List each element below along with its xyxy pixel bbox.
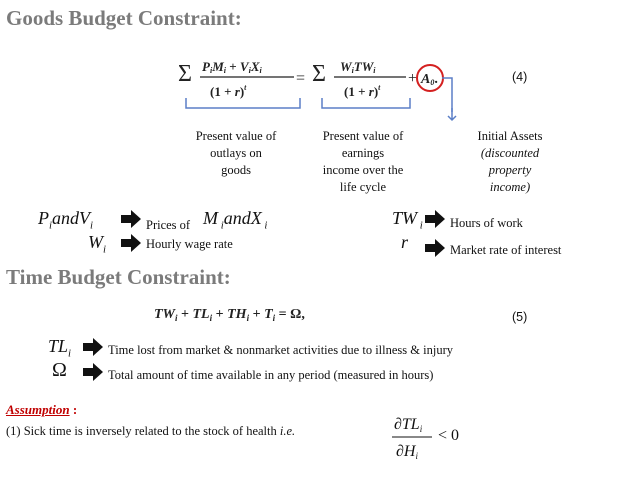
hours-of-work-text: Hours of work bbox=[450, 216, 523, 230]
initial-assets-line-2: (discounted bbox=[480, 146, 540, 160]
arrow-right-icon bbox=[424, 210, 446, 228]
arrow-right-icon bbox=[82, 338, 104, 356]
svg-text:∂TLi: ∂TLi bbox=[394, 416, 423, 434]
initial-assets-line-3: property bbox=[488, 163, 532, 177]
goods-budget-equation bbox=[176, 50, 466, 115]
assumption-ie: i.e. bbox=[279, 424, 296, 438]
pv-outlays-line-3: goods bbox=[221, 163, 251, 177]
svg-text:TWi + TLi + THi + Ti = Ω,: $TW_i + TL_i + TH_i + T_i = \Omega$, bbox=[154, 307, 305, 323]
r-symbol: r bbox=[401, 232, 409, 252]
pv-outlays-line-2: outlays on bbox=[210, 146, 262, 160]
less-than-zero: < 0 bbox=[438, 427, 460, 444]
initial-assets-label bbox=[460, 128, 560, 196]
svg-text:(1 + r)t: $(1 + r)^t$ bbox=[210, 83, 247, 99]
pv-earnings-label bbox=[307, 128, 419, 196]
svg-text:A0.: A0. bbox=[421, 72, 438, 87]
initial-assets-line-4: income) bbox=[489, 180, 531, 194]
svg-text:WiTWi: WiTWi bbox=[340, 59, 376, 75]
pv-outlays-line-1: Present value of bbox=[195, 129, 277, 143]
pv-earnings-line-4: life cycle bbox=[339, 180, 387, 194]
svg-text:+: + bbox=[408, 70, 418, 87]
svg-text:Σ: Σ bbox=[178, 61, 192, 87]
pv-earnings-line-3: income over the bbox=[322, 163, 404, 177]
time-budget-equation bbox=[152, 298, 432, 328]
equation-5-number: (5) bbox=[512, 310, 528, 324]
equation-4-number: (4) bbox=[512, 70, 528, 84]
assumption-title: Assumption bbox=[6, 402, 70, 417]
total-time-text: Total amount of time available in any period (measured in hours) bbox=[108, 368, 434, 382]
svg-text:=: = bbox=[296, 70, 306, 87]
arrow-right-icon bbox=[424, 239, 446, 257]
goods-title: Goods Budget Constraint: bbox=[6, 6, 242, 30]
pi-and-vi-symbol: $P_iandV_i$ bbox=[38, 208, 93, 232]
mi-and-xi-symbol: M $_i$andX $_i$ bbox=[203, 208, 268, 232]
pv-outlays-label bbox=[180, 128, 292, 179]
twi-symbol: TW $_i$ bbox=[392, 208, 423, 232]
pv-earnings-line-1: Present value of bbox=[322, 129, 404, 143]
omega-symbol: Ω bbox=[52, 359, 67, 381]
wi-symbol: $W_i$ bbox=[88, 232, 106, 256]
assumption-line-1-text: (1) Sick time is inversely related to the stock of health bbox=[6, 424, 280, 438]
initial-assets-pointer-icon bbox=[445, 108, 459, 122]
svg-text:PiMi + ViXi: PiMi + ViXi bbox=[202, 59, 262, 75]
hourly-wage-text: Hourly wage rate bbox=[146, 237, 233, 251]
svg-text:(1 + r)t: $(1 + r)^t$ bbox=[344, 83, 381, 99]
svg-text:∂Hi: ∂Hi bbox=[396, 443, 418, 461]
arrow-right-icon bbox=[120, 210, 142, 228]
time-title: Time Budget Constraint: bbox=[6, 265, 231, 289]
assumption-line-1 bbox=[6, 424, 295, 439]
prices-prefix: Prices of bbox=[146, 218, 191, 232]
tli-symbol: $TL_i$ bbox=[48, 336, 72, 360]
svg-text:Σ: Σ bbox=[312, 61, 326, 87]
pv-earnings-line-2: earnings bbox=[341, 146, 385, 160]
interest-rate-text: Market rate of interest bbox=[450, 243, 562, 257]
arrow-right-icon bbox=[120, 234, 142, 252]
arrow-right-icon bbox=[82, 363, 104, 381]
time-lost-text: Time lost from market & nonmarket activities due to illness & injury bbox=[108, 343, 453, 357]
assumption-colon: : bbox=[69, 402, 78, 417]
initial-assets-line-1: Initial Assets bbox=[477, 129, 543, 143]
assumption-heading bbox=[6, 402, 77, 418]
